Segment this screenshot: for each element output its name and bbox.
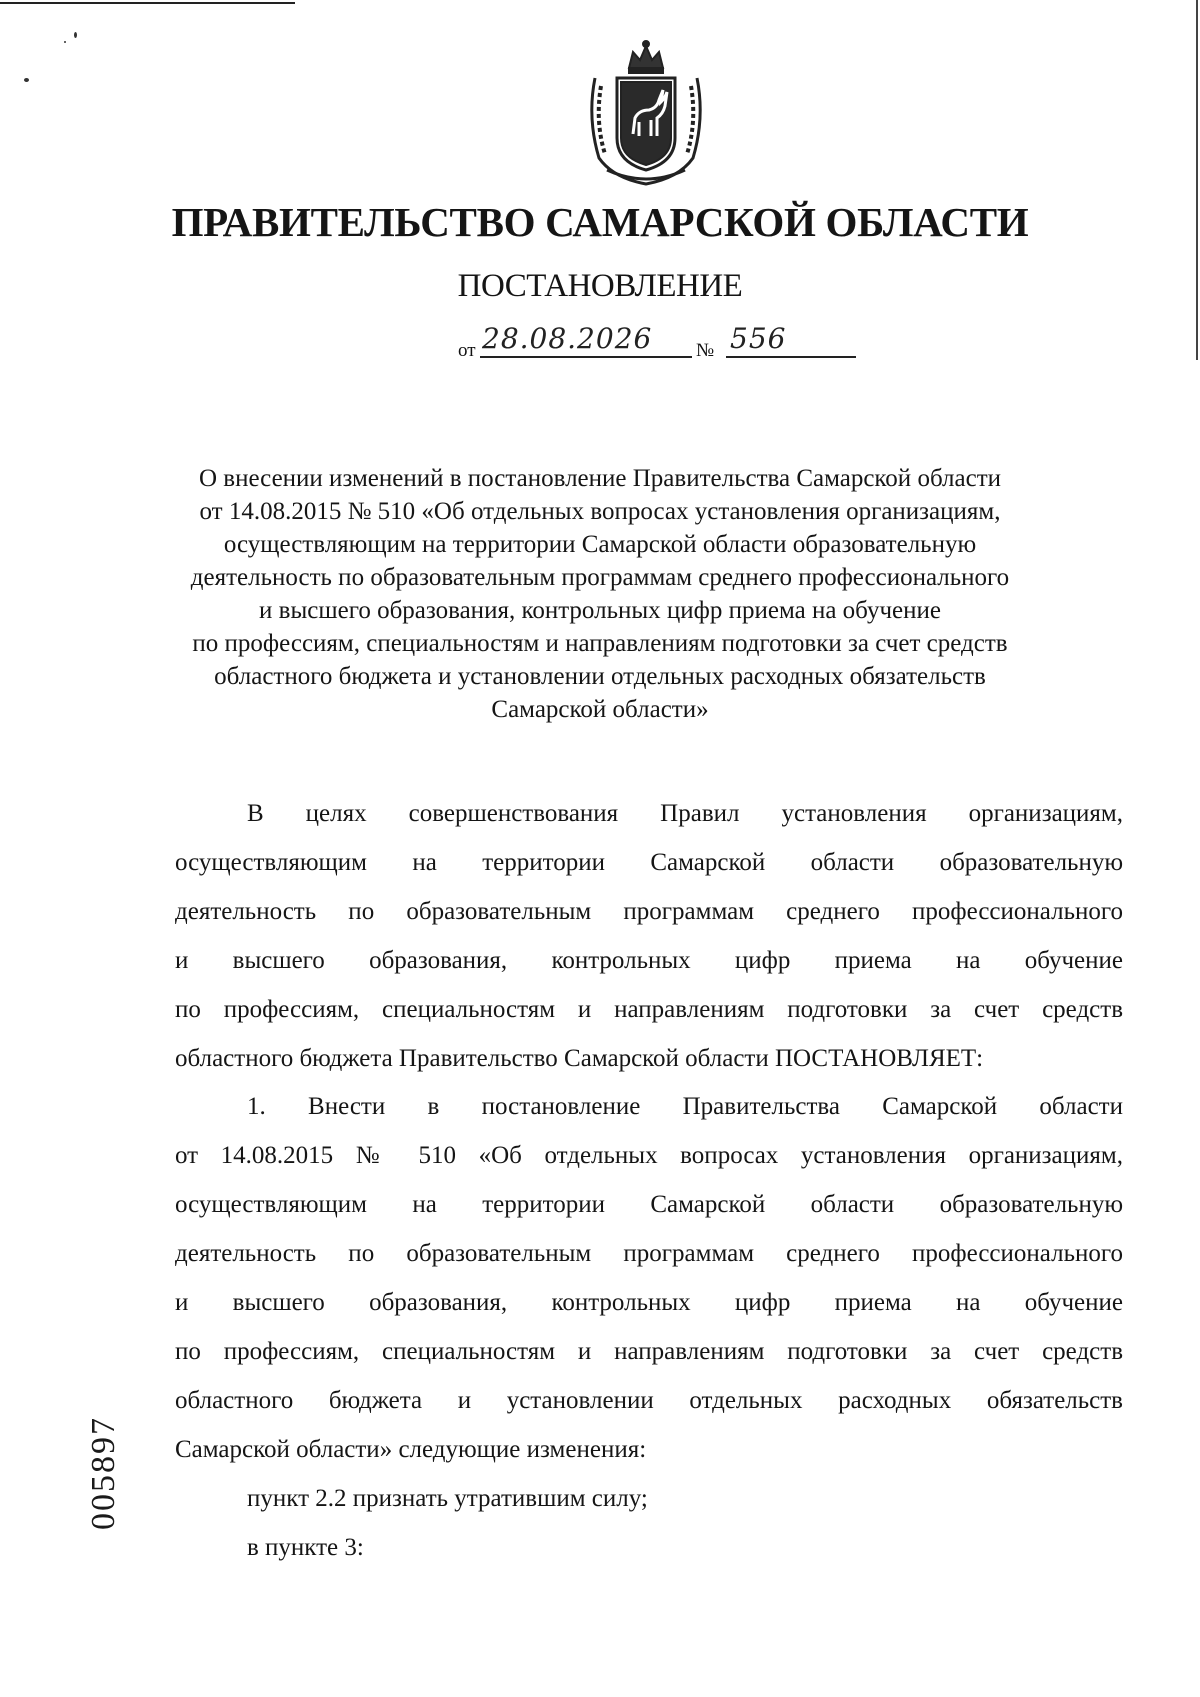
body-line: пункт 2.2 признать утратившим силу;: [247, 1484, 648, 1512]
body-line: деятельность по образовательным программам среднего профессионального: [175, 1240, 1123, 1268]
document-type: ПОСТАНОВЛЕНИЕ: [457, 268, 743, 304]
document-subject: [150, 462, 1050, 726]
body-line: и высшего образования, контрольных цифр приема на обучение: [175, 1289, 1123, 1317]
body-line: осуществляющим на территории Самарской области образовательную: [175, 848, 1123, 876]
subject-line: и высшего образования, контрольных цифр приема на обучение: [259, 597, 941, 624]
subject-line: деятельность по образовательным программам среднего профессионального: [190, 564, 1010, 591]
number-underline: [726, 356, 856, 358]
date-underline: [480, 356, 692, 358]
document-body: [175, 790, 1123, 1573]
scan-speck: [74, 32, 77, 38]
date-prefix: от: [458, 340, 476, 361]
subject-line: областного бюджета и установлении отдельных расходных обязательств: [214, 663, 986, 690]
body-line: Самарской области» следующие изменения:: [175, 1435, 647, 1463]
body-line: областного бюджета Правительство Самарской области ПОСТАНОВЛЯЕТ:: [175, 1044, 984, 1072]
coat-of-arms-icon: [583, 38, 709, 188]
body-line: в пункте 3:: [247, 1533, 364, 1561]
scan-edge-line-right: [1196, 0, 1198, 360]
body-line: по профессиям, специальностям и направлениям подготовки за счет средств: [175, 1337, 1123, 1365]
subject-line: Самарской области»: [491, 696, 709, 723]
subject-line: от 14.08.2015 № 510 «Об отдельных вопросах установления организациям,: [199, 498, 1001, 525]
subject-line: по профессиям, специальностям и направлениям подготовки за счет средств: [192, 630, 1008, 657]
subject-line: осуществляющим на территории Самарской области образовательную: [223, 531, 977, 558]
body-line: от 14.08.2015 № 510 «Об отдельных вопросах установления организациям,: [175, 1142, 1123, 1170]
body-line: 1. Внести в постановление Правительства Самарской области: [247, 1093, 1123, 1121]
scan-edge-line: [0, 2, 295, 4]
body-line: по профессиям, специальностям и направлениям подготовки за счет средств: [175, 995, 1123, 1023]
subject-line: О внесении изменений в постановление Правительства Самарской области: [198, 465, 1002, 492]
number-sign: №: [696, 340, 715, 361]
body-line: областного бюджета и установлении отдельных расходных обязательств: [175, 1386, 1123, 1414]
document-date-number: [458, 322, 858, 362]
handwritten-date: 28.08.2026: [482, 322, 653, 355]
government-title: ПРАВИТЕЛЬСТВО САМАРСКОЙ ОБЛАСТИ: [171, 199, 1029, 245]
handwritten-number: 556: [730, 322, 787, 355]
body-line: деятельность по образовательным программам среднего профессионального: [175, 897, 1123, 925]
registry-number: 005897: [85, 1416, 122, 1530]
scan-speck: [24, 78, 29, 82]
body-line: осуществляющим на территории Самарской области образовательную: [175, 1191, 1123, 1219]
body-line: В целях совершенствования Правил установления организациям,: [247, 800, 1123, 827]
body-line: и высшего образования, контрольных цифр приема на обучение: [175, 946, 1123, 974]
scan-speck: [64, 41, 66, 43]
